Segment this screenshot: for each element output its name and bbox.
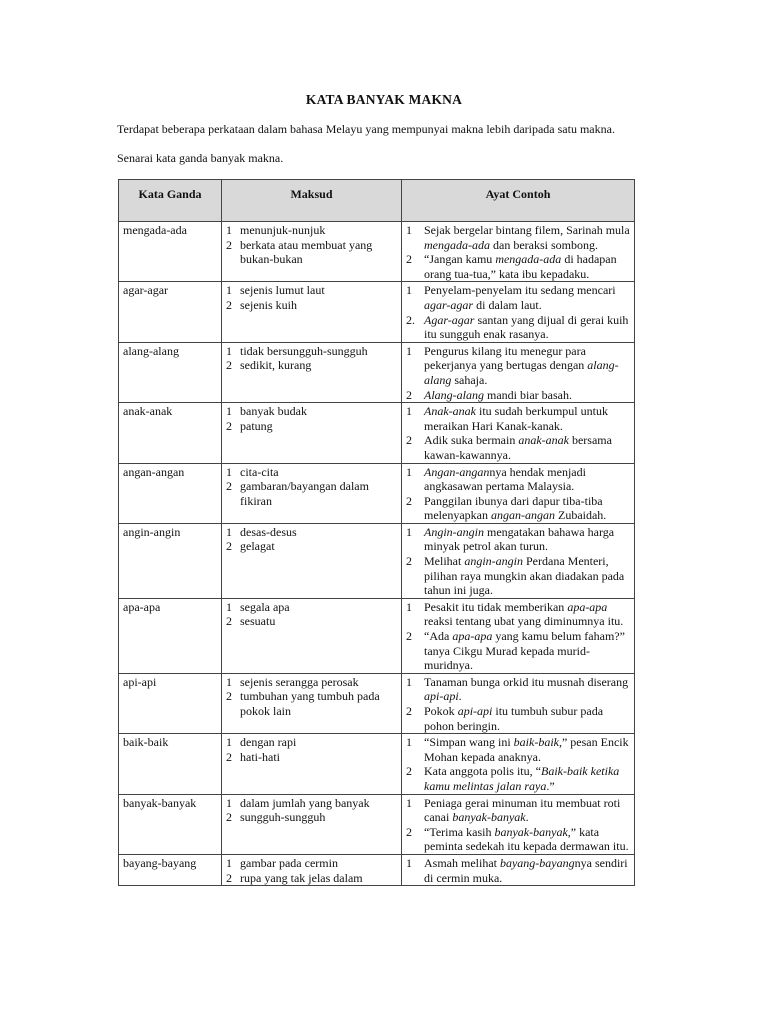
meaning-item: 1 desas-desus xyxy=(226,524,297,539)
table-row xyxy=(119,854,635,885)
example-cell xyxy=(402,523,635,598)
example-cell xyxy=(402,734,635,794)
word-cell: anak-anak xyxy=(119,403,222,463)
example-sentence: 2 Panggilan ibunya dari dapur tiba-tiba melenyapkan angan-angan Zubaidah. xyxy=(406,493,607,523)
table-header-row xyxy=(119,180,635,222)
word-table xyxy=(118,179,635,886)
meaning-cell xyxy=(222,734,402,794)
example-cell xyxy=(402,854,635,885)
example-sentence: 2 Kata anggota polis itu, “Baik-baik ketika kamu melintas jalan raya.” xyxy=(406,764,620,793)
meaning-cell xyxy=(222,673,402,733)
meaning-item: 2 tumbuhan yang tumbuh pada pokok lain xyxy=(226,689,380,718)
word-cell: api-api xyxy=(119,673,222,733)
meaning-item: 1 tidak bersungguh-sungguh xyxy=(226,343,368,358)
word-cell: angan-angan xyxy=(119,463,222,523)
header-maksud: Maksud xyxy=(222,180,402,222)
table-row xyxy=(119,463,635,523)
meaning-item: 2 sejenis kuih xyxy=(226,297,297,312)
meaning-item: 1 sejenis lumut laut xyxy=(226,283,325,298)
meaning-item: 2 sedikit, kurang xyxy=(226,358,312,373)
example-cell xyxy=(402,342,635,402)
example-sentence: 2. Agar-agar santan yang dijual di gerai kuih itu sungguh enak rasanya. xyxy=(406,312,629,342)
example-cell xyxy=(402,282,635,342)
word-cell: alang-alang xyxy=(119,342,222,402)
meaning-item: 2 hati-hati xyxy=(226,749,280,764)
meaning-item: 1 sejenis serangga perosak xyxy=(226,674,359,689)
meaning-item: 1 cita-cita xyxy=(226,464,279,479)
example-sentence: 2 Adik suka bermain anak-anak bersama kawan-kawannya. xyxy=(406,433,612,462)
table-row xyxy=(119,673,635,733)
table-row xyxy=(119,734,635,794)
meaning-cell xyxy=(222,222,402,282)
example-sentence: 1 Pesakit itu tidak memberikan apa-apa reaksi tentang ubat yang diminumnya itu. xyxy=(406,599,624,629)
meaning-item: 2 gambaran/bayangan dalam fikiran xyxy=(226,479,369,508)
table-row xyxy=(119,282,635,342)
example-cell xyxy=(402,222,635,282)
meaning-item: 1 menunjuk-nunjuk xyxy=(226,223,326,237)
example-sentence: 2 Alang-alang mandi biar basah. xyxy=(406,387,572,402)
table-row xyxy=(119,598,635,673)
example-sentence: 1 Angan-angannya hendak menjadi angkasawan pertama Malaysia. xyxy=(406,464,586,494)
example-sentence: 2 “Ada apa-apa yang kamu belum faham?” tanya Cikgu Murad kepada murid-muridnya. xyxy=(406,629,625,673)
table-row xyxy=(119,794,635,854)
example-sentence: 1 Tanaman bunga orkid itu musnah diserang api-api. xyxy=(406,674,629,704)
example-sentence: 2 Melihat angin-angin Perdana Menteri, pilihan raya mungkin akan diadakan pada tahun ini juga. xyxy=(406,554,625,598)
table-row xyxy=(119,222,635,282)
meaning-item: 1 gambar pada cermin xyxy=(226,855,338,870)
meaning-item: 2 rupa yang tak jelas dalam xyxy=(226,870,363,885)
example-sentence: 1 Angin-angin mengatakan bahawa harga minyak petrol akan turun. xyxy=(406,524,615,554)
meaning-cell xyxy=(222,794,402,854)
example-cell xyxy=(402,463,635,523)
word-cell: baik-baik xyxy=(119,734,222,794)
meaning-item: 2 berkata atau membuat yang bukan-bukan xyxy=(226,237,373,267)
document-title: KATA BANYAK MAKNA xyxy=(305,92,463,107)
meaning-cell xyxy=(222,523,402,598)
example-cell xyxy=(402,794,635,854)
example-sentence: 1 Penyelam-penyelam itu sedang mencari agar-agar di dalam laut. xyxy=(406,283,616,312)
meaning-cell xyxy=(222,403,402,463)
example-sentence: 1 “Simpan wang ini baik-baik,” pesan Encik Mohan kepada anaknya. xyxy=(406,735,629,764)
intro-paragraph: Terdapat beberapa perkataan dalam bahasa Melayu yang mempunyai makna lebih daripada satu makna. xyxy=(117,122,615,136)
meaning-cell xyxy=(222,854,402,885)
word-cell: bayang-bayang xyxy=(119,854,222,885)
list-subheading: Senarai kata ganda banyak makna. xyxy=(117,151,284,165)
meaning-item: 2 sesuatu xyxy=(226,614,276,629)
example-sentence: 1 Sejak bergelar bintang filem, Sarinah mula mengada-ada dan beraksi sombong. xyxy=(406,223,630,252)
header-ayat-contoh: Ayat Contoh xyxy=(402,180,635,222)
meaning-cell xyxy=(222,282,402,342)
example-sentence: 2 “Jangan kamu mengada-ada di hadapan orang tua-tua,” kata ibu kepadaku. xyxy=(406,252,617,281)
meaning-item: 1 dalam jumlah yang banyak xyxy=(226,795,370,810)
table-row xyxy=(119,403,635,463)
table-row xyxy=(119,342,635,402)
example-sentence: 2 “Terima kasih banyak-banyak,” kata peminta sedekah itu kepada dermawan itu. xyxy=(406,824,629,854)
meaning-item: 2 sungguh-sungguh xyxy=(226,810,326,825)
example-sentence: 1 Pengurus kilang itu menegur para pekerjanya yang bertugas dengan alang-alang sahaja. xyxy=(406,343,619,387)
example-cell xyxy=(402,403,635,463)
example-sentence: 1 Asmah melihat bayang-bayangnya sendiri di cermin muka. xyxy=(406,855,628,885)
meaning-item: 1 banyak budak xyxy=(226,404,307,419)
meaning-item: 1 dengan rapi xyxy=(226,735,297,750)
example-sentence: 2 Pokok api-api itu tumbuh subur pada pohon beringin. xyxy=(406,704,604,733)
example-sentence: 1 Peniaga gerai minuman itu membuat roti canai banyak-banyak. xyxy=(406,795,621,825)
meaning-cell xyxy=(222,463,402,523)
header-kata-ganda: Kata Ganda xyxy=(119,180,222,222)
meaning-item: 2 patung xyxy=(226,418,273,433)
table-row xyxy=(119,523,635,598)
word-cell: angin-angin xyxy=(119,523,222,598)
table-body xyxy=(119,222,635,886)
meaning-item: 2 gelagat xyxy=(226,539,275,554)
word-cell: mengada-ada xyxy=(119,222,222,282)
example-cell xyxy=(402,598,635,673)
meaning-item: 1 segala apa xyxy=(226,599,290,614)
word-cell: agar-agar xyxy=(119,282,222,342)
example-sentence: 1 Anak-anak itu sudah berkumpul untuk meraikan Hari Kanak-kanak. xyxy=(406,404,608,433)
word-cell: banyak-banyak xyxy=(119,794,222,854)
example-cell xyxy=(402,673,635,733)
meaning-cell xyxy=(222,342,402,402)
word-cell: apa-apa xyxy=(119,598,222,673)
meaning-cell xyxy=(222,598,402,673)
